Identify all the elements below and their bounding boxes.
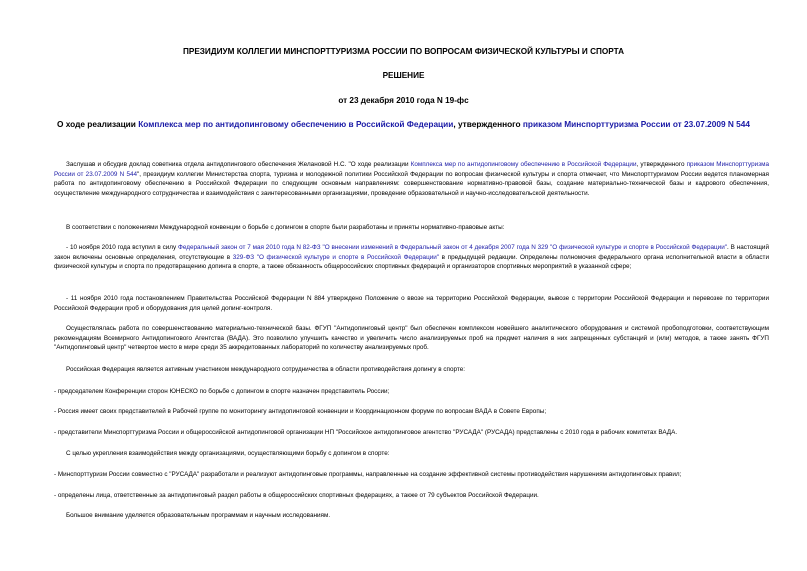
- p1-text-end: ", президиум коллегии Министерства спорта, туризма и молодежной политики Российской Федерации по вопросам физической культуры и спорта отмечает, что Минспорттуризмом России ведется планомерная работа по антидопинговому обеспечению в Российской Федерации по следующим основным направлениям: совершенствование нормативно-правовой базы, создание материально-технической базы и кадрового обеспечения, осуществление международного сотрудничества и взаимодействия с заинтересованными организациями, проведение образовательной и научно-исследовательской деятельности.: [54, 170, 769, 197]
- paragraph-5: Осуществлялась работа по совершенствованию материально-технической базы. ФГУП "Антидопинговый центр" был обеспечен комплексом новейшего аналитического оборудования и системой пробоподготовки, соответствующим рекомендациям Всемирного Антидопингового Агентства (ВАДА). Это позволило улучшить качество и увеличить число анализируемых проб на предмет наличия в них запрещенных субстанций и (или) методов, а также занять ФГУП "Антидопинговый центр" четвертое место в мире среди 35 аккредитованных лабораторий по количеству анализируемых проб.: [54, 325, 769, 352]
- p1-link-order[interactable]: приказом Минспорттуризма России от 23.07.2009 N 544: [54, 161, 770, 178]
- paragraph-3: [54, 243, 769, 272]
- document-date-number: от 23 декабря 2010 года N 19-фс: [338, 96, 469, 105]
- paragraph-8: - Россия имеет своих представителей в Рабочей группе по мониторингу антидопинговой конвенции и Координационном форуме по вопросам ВАДА в Совете Европы;: [54, 408, 547, 415]
- paragraph-12: - определены лица, ответственные за антидопинговый раздел работы в общероссийских спортивных федерациях, а также от 79 субъектов Российской Федерации.: [54, 492, 539, 499]
- p1-text-start: Заслушав и обсудив доклад советника отдела антидопингового обеспечения Желановой Н.С. "О ходе реализации: [66, 161, 411, 168]
- paragraph-6: Российская Федерация является активным участником международного сотрудничества в области противодействия допингу в спорте:: [66, 366, 466, 373]
- paragraph-1: [54, 160, 769, 198]
- p3-link-federal-law[interactable]: Федеральный закон от 7 мая 2010 года N 82-ФЗ "О внесении изменений в Федеральный закон от 4 декабря 2007 года N 329 "О физической культуре и спорте в Российской Федерации": [178, 244, 728, 251]
- paragraph-9: - представители Минспорттуризма России и общероссийской антидопинговой организации НП "Российское антидопинговое агентство "РУСАДА" (РУСАДА) представлены с 2010 года в рабочих комитетах ВАДА.: [54, 429, 678, 436]
- p3-text-start: - 10 ноября 2010 года вступил в силу: [66, 244, 179, 251]
- issuing-body: ПРЕЗИДИУМ КОЛЛЕГИИ МИНСПОРТТУРИЗМА РОССИИ ПО ВОПРОСАМ ФИЗИЧЕСКОЙ КУЛЬТУРЫ И СПОРТА: [182, 47, 624, 56]
- paragraph-10: С целью укрепления взаимодействия между организациями, осуществляющими борьбу с допингом в спорте:: [66, 450, 390, 457]
- title-link-order[interactable]: приказом Минспорттуризма России от 23.07.2009 N 544: [522, 119, 751, 129]
- document-title: [40, 119, 767, 130]
- p1-text-mid: , утвержденного: [636, 161, 687, 168]
- paragraph-4: - 11 ноября 2010 года постановлением Правительства Российской Федерации N 884 утверждено Положение о ввозе на территорию Российской Федерации, вывозе с территории Российской Федерации и перевозке по территории Российской Федерации проб и оборудования для целей допинг-контроля.: [54, 295, 769, 312]
- title-middle: , утвержденного: [453, 119, 523, 129]
- paragraph-11: - Минспорттуризм России совместно с "РУСАДА" разработали и реализуют антидопинговые программы, направленные на создание эффективной системы противодействия нарушениям антидопинговых правил;: [54, 471, 682, 478]
- paragraph-13: Большое внимание уделяется образовательным программам и научным исследованиям.: [66, 512, 331, 519]
- p3-link-329fz[interactable]: 329-ФЗ "О физической культуре и спорте в Российской Федерации": [232, 253, 440, 261]
- paragraph-7: - председателем Конференции сторон ЮНЕСКО по борьбе с допингом в спорте назначен представитель России;: [54, 388, 390, 395]
- title-prefix: О ходе реализации: [56, 119, 139, 129]
- p3-text-end: в предыдущей редакции. Определены полномочия федерального органа исполнительной власти в области физической культуры и спорта по предотвращению допинга в спорте, а также обязанность общероссийских спортивных федераций и организаторов спортивных мероприятий в указанной сфере;: [54, 253, 769, 271]
- p3-text-mid: . В настоящий закон включены основные определения, отсутствующие в: [54, 244, 770, 261]
- paragraph-2: В соответствии с положениями Международной конвенции о борьбе с допингом в спорте были разработаны и приняты нормативно-правовые акты:: [66, 224, 505, 231]
- p1-link-complex[interactable]: Комплекса мер по антидопинговому обеспечению в Российской Федерации: [410, 161, 637, 168]
- document-type: РЕШЕНИЕ: [382, 71, 425, 80]
- title-link-complex[interactable]: Комплекса мер по антидопинговому обеспечению в Российской Федерации: [138, 119, 454, 129]
